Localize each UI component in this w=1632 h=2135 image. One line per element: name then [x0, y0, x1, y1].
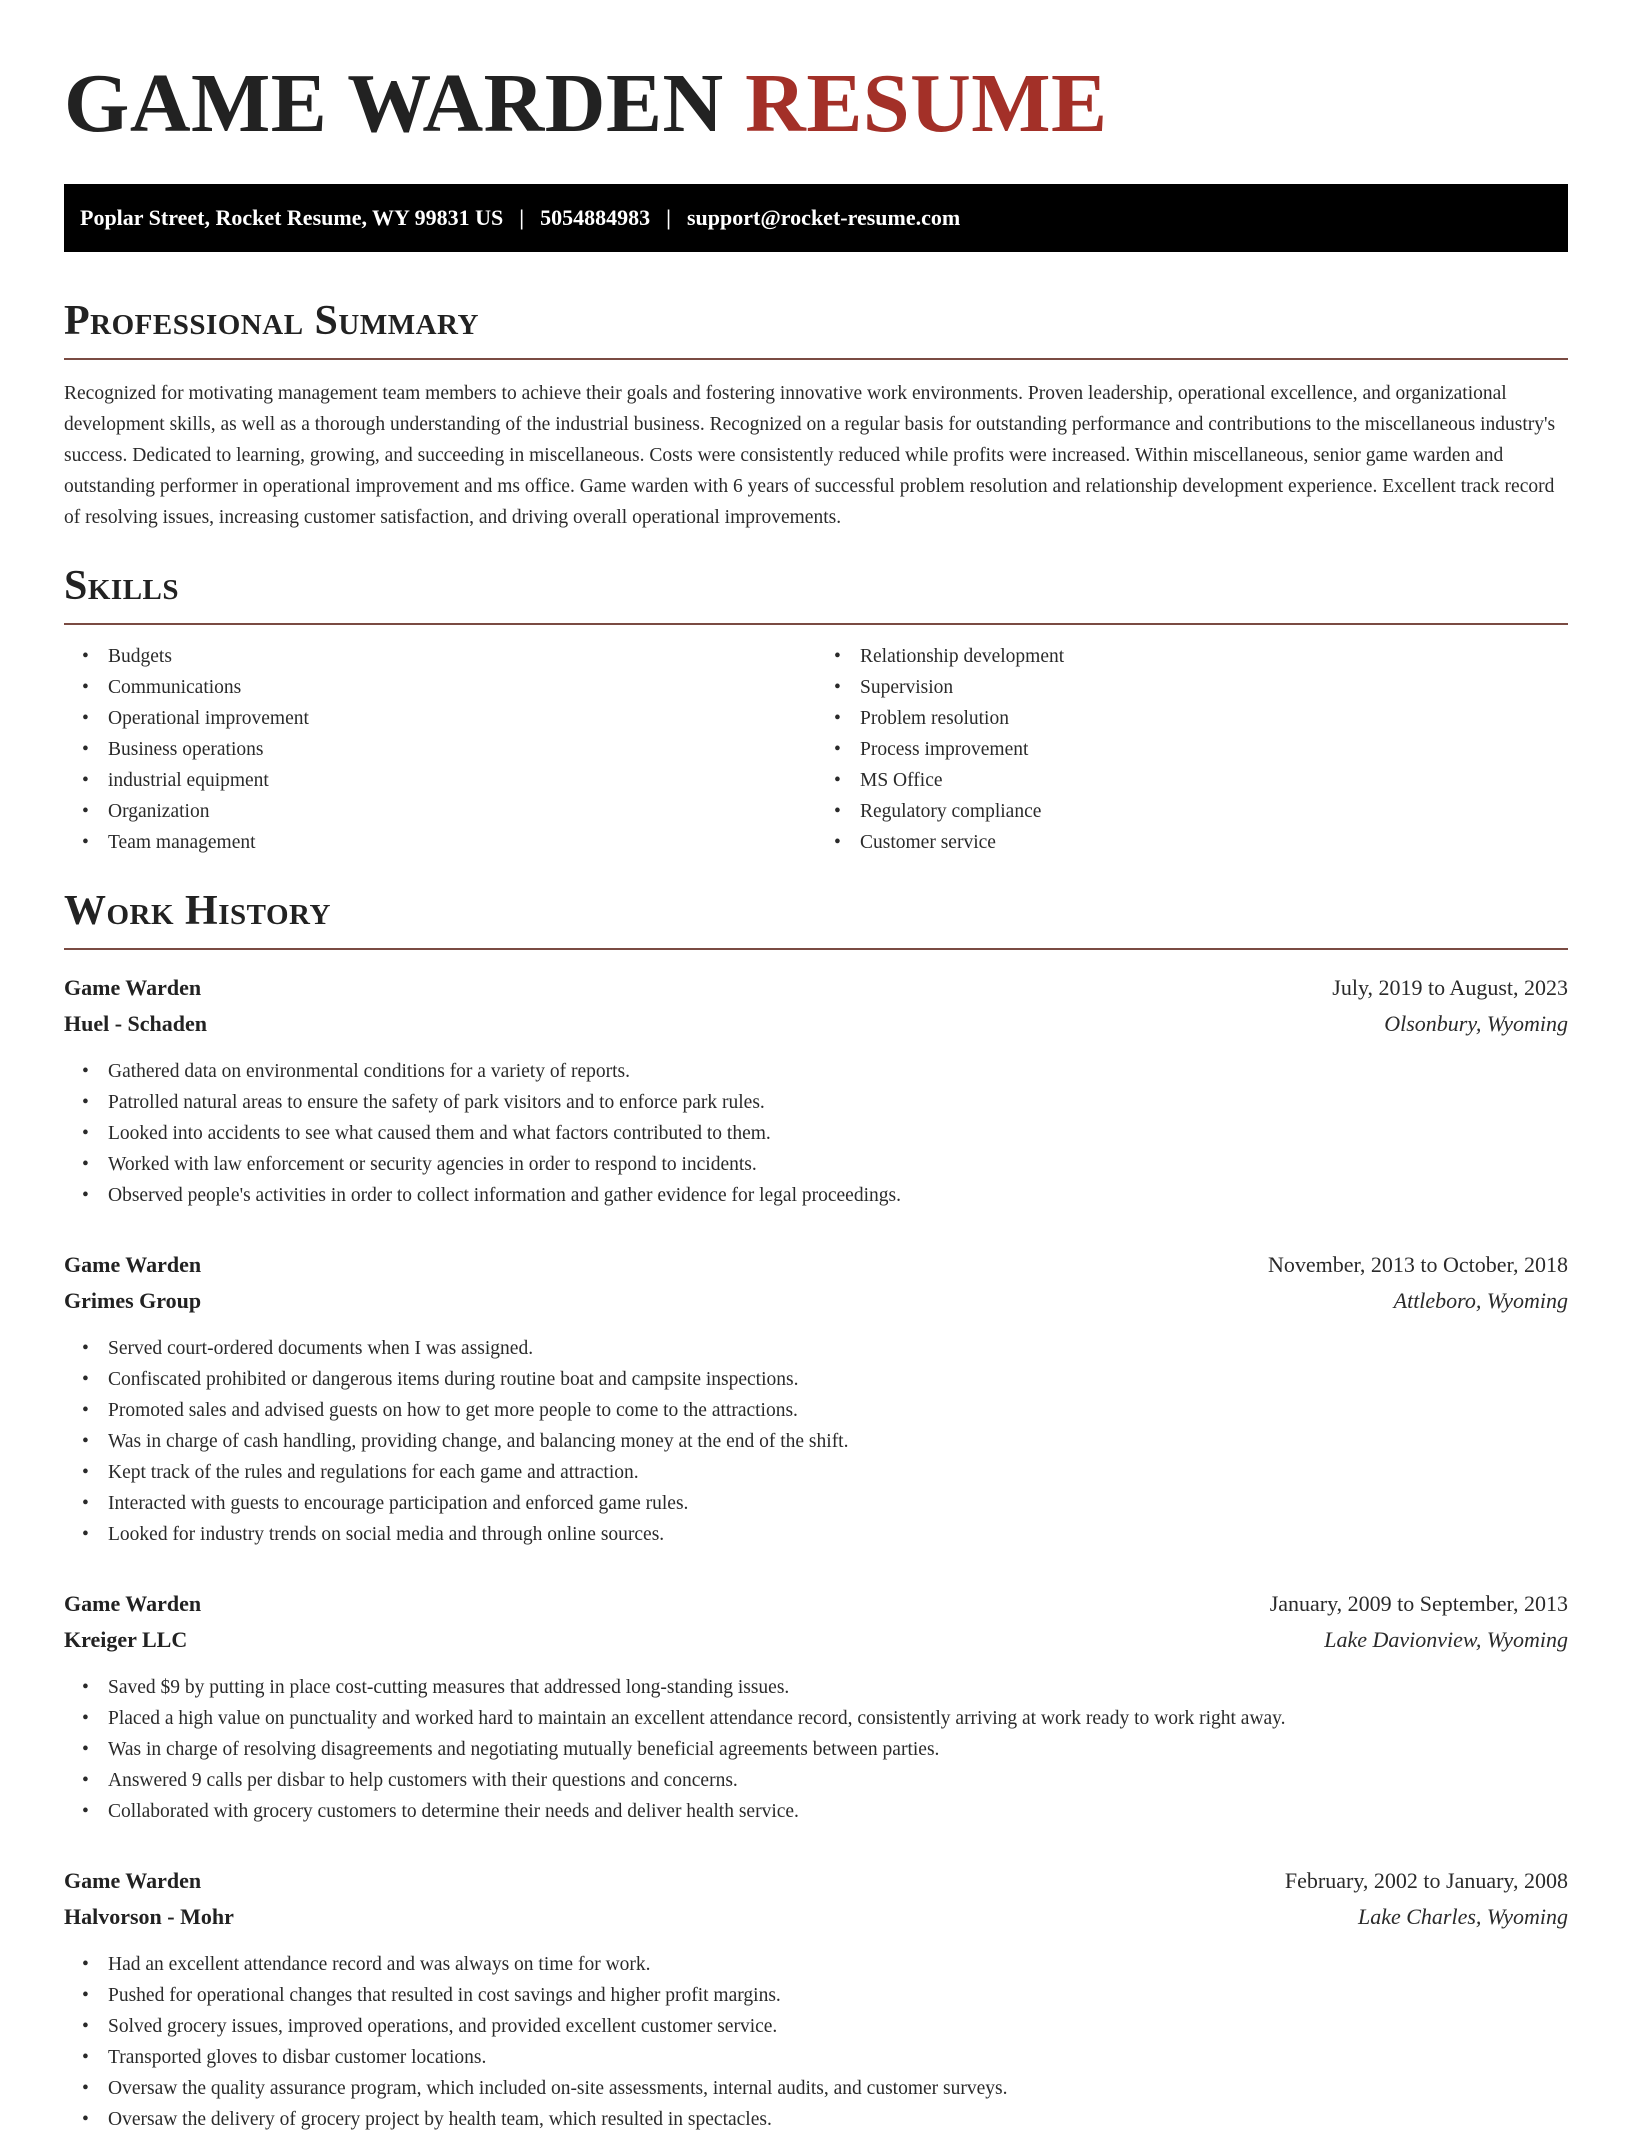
skill-item: • Process improvement [860, 734, 1568, 765]
job-bullet: • Served court-ordered documents when I was assigned. [108, 1333, 1568, 1364]
contact-separator: | [519, 205, 525, 230]
job-location: Attleboro, Wyoming [1393, 1288, 1568, 1313]
summary-section [64, 296, 1568, 533]
job-bullet: • Had an excellent attendance record and was always on time for work. [108, 1949, 1568, 1980]
job-entry [64, 1586, 1568, 1827]
title-main: GAME WARDEN [64, 57, 724, 150]
job-bullets [64, 1333, 1568, 1550]
job-title: Game Warden [64, 1591, 202, 1616]
job-bullet: • Kept track of the rules and regulations for each game and attraction. [108, 1457, 1568, 1488]
work-history-section [64, 886, 1568, 2135]
job-bullet: • Saved $9 by putting in place cost-cutting measures that addressed long-standing issues. [108, 1672, 1568, 1703]
contact-phone: 5054884983 [540, 205, 651, 230]
skills-list-left [64, 641, 816, 858]
job-dates: July, 2019 to August, 2023 [1332, 975, 1568, 1000]
job-bullet: • Interacted with guests to encourage participation and enforced game rules. [108, 1488, 1568, 1519]
job-title: Game Warden [64, 1252, 202, 1277]
job-company: Huel - Schaden [64, 1011, 208, 1036]
job-bullets [64, 1949, 1568, 2135]
skill-item: • MS Office [860, 765, 1568, 796]
skill-item: • Organization [108, 796, 816, 827]
skills-columns [64, 641, 1568, 858]
job-title: Game Warden [64, 975, 202, 1000]
resume-title [64, 56, 1568, 152]
title-accent: RESUME [745, 57, 1108, 150]
skill-item: • Budgets [108, 641, 816, 672]
skill-item: • Operational improvement [108, 703, 816, 734]
job-company: Grimes Group [64, 1288, 202, 1313]
job-bullets [64, 1056, 1568, 1211]
job-bullet: • Transported gloves to disbar customer locations. [108, 2042, 1568, 2073]
job-bullet: • Looked into accidents to see what caused them and what factors contributed to them. [108, 1118, 1568, 1149]
job-dates: November, 2013 to October, 2018 [1267, 1252, 1568, 1277]
job-company: Kreiger LLC [64, 1627, 188, 1652]
job-bullet: • Looked for industry trends on social media and through online sources. [108, 1519, 1568, 1550]
skill-item: • industrial equipment [108, 765, 816, 796]
skill-item: • Supervision [860, 672, 1568, 703]
job-bullet: • Was in charge of cash handling, providing change, and balancing money at the end of the shift. [108, 1426, 1568, 1457]
job-bullet: • Placed a high value on punctuality and worked hard to maintain an excellent attendance record, consistently arriving at work ready to work right away. [108, 1703, 1568, 1734]
job-company: Halvorson - Mohr [64, 1904, 234, 1929]
contact-separator: | [666, 205, 671, 230]
summary-heading: Professional Summary [64, 298, 479, 344]
job-bullet: • Confiscated prohibited or dangerous items during routine boat and campsite inspections. [108, 1364, 1568, 1395]
job-bullet: • Gathered data on environmental conditions for a variety of reports. [108, 1056, 1568, 1087]
job-dates: January, 2009 to September, 2013 [1269, 1591, 1568, 1616]
job-location: Lake Charles, Wyoming [1357, 1904, 1568, 1929]
job-dates: February, 2002 to January, 2008 [1284, 1868, 1568, 1893]
job-bullet: • Promoted sales and advised guests on how to get more people to come to the attractions. [108, 1395, 1568, 1426]
job-bullet: • Was in charge of resolving disagreements and negotiating mutually beneficial agreements between parties. [108, 1734, 1568, 1765]
job-bullet: • Solved grocery issues, improved operations, and provided excellent customer service. [108, 2011, 1568, 2042]
skill-item: • Relationship development [860, 641, 1568, 672]
job-bullet: • Oversaw the quality assurance program, which included on-site assessments, internal audits, and customer surveys. [108, 2073, 1568, 2104]
skill-item: • Regulatory compliance [860, 796, 1568, 827]
job-entry [64, 970, 1568, 1211]
job-bullet: • Collaborated with grocery customers to determine their needs and deliver health service. [108, 1796, 1568, 1827]
skills-section [64, 561, 1568, 858]
job-entry [64, 1863, 1568, 2135]
job-bullet: • Answered 9 calls per disbar to help customers with their questions and concerns. [108, 1765, 1568, 1796]
job-bullet: • Pushed for operational changes that resulted in cost savings and higher profit margins. [108, 1980, 1568, 2011]
contact-address: Poplar Street, Rocket Resume, WY 99831 US [80, 205, 504, 230]
job-bullet: • Patrolled natural areas to ensure the safety of park visitors and to enforce park rules. [108, 1087, 1568, 1118]
section-divider [64, 358, 1568, 360]
skill-item: • Problem resolution [860, 703, 1568, 734]
work-history-heading: Work History [64, 888, 331, 934]
summary-text: Recognized for motivating management team members to achieve their goals and fostering innovative work environments. Proven leadership, operational excellence, and organizational development skills, as well as a thorough understanding of the industrial business. Recognized on a regular basis for outstanding performance and contributions to the miscellaneous industry's success. Dedicated to learning, growing, and succeeding in miscellaneous. Costs were consistently reduced while profits were increased. Within miscellaneous, senior game warden and outstanding performer in operational improvement and ms office. Game warden with 6 years of successful problem resolution and relationship development experience. Excellent track record of resolving issues, increasing customer satisfaction, and driving overall operational improvements. [64, 383, 1556, 528]
skill-item: • Customer service [860, 827, 1568, 858]
skills-list-right [816, 641, 1568, 858]
job-location: Lake Davionview, Wyoming [1324, 1627, 1568, 1652]
job-bullet: • Worked with law enforcement or security agencies in order to respond to incidents. [108, 1149, 1568, 1180]
job-bullets [64, 1672, 1568, 1827]
contact-bar [64, 184, 1568, 252]
contact-email: support@rocket-resume.com [686, 205, 961, 230]
job-title: Game Warden [64, 1868, 202, 1893]
skill-item: • Team management [108, 827, 816, 858]
skill-item: • Communications [108, 672, 816, 703]
skill-item: • Business operations [108, 734, 816, 765]
job-bullet: • Observed people's activities in order to collect information and gather evidence for legal proceedings. [108, 1180, 1568, 1211]
job-entry [64, 1247, 1568, 1550]
section-divider [64, 623, 1568, 625]
job-bullet: • Oversaw the delivery of grocery project by health team, which resulted in spectacles. [108, 2104, 1568, 2135]
skills-heading: Skills [64, 563, 180, 609]
section-divider [64, 948, 1568, 950]
job-location: Olsonbury, Wyoming [1384, 1011, 1568, 1036]
